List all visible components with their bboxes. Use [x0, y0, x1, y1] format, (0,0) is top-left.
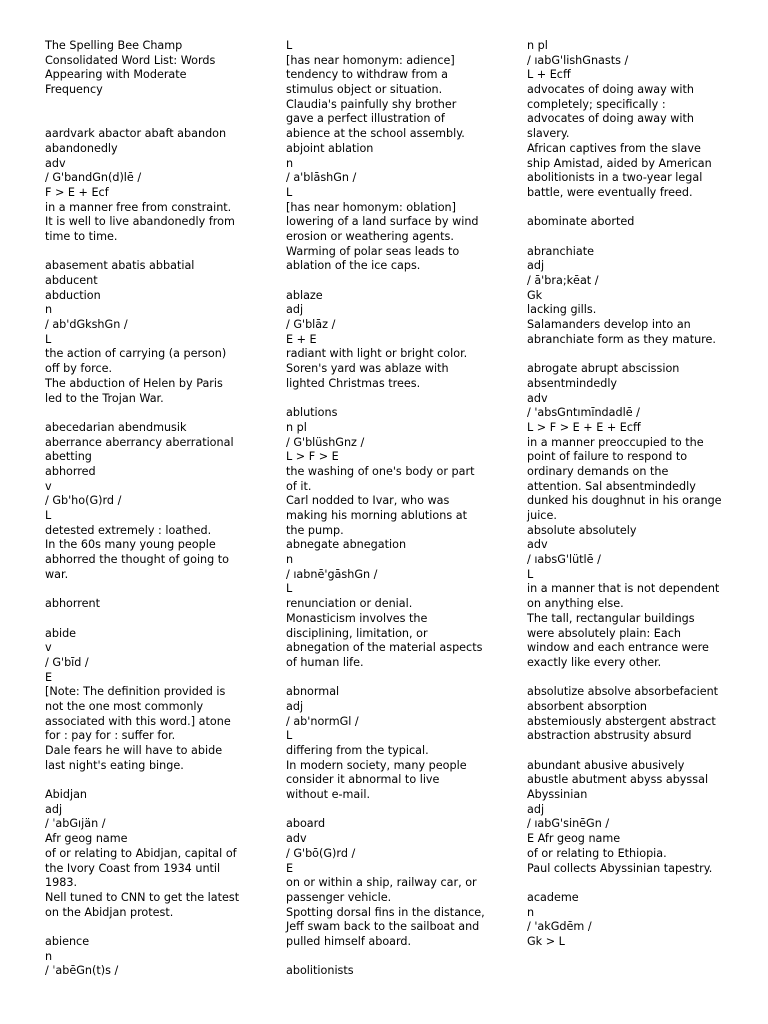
text-line: / ıabsG'lütlē /: [527, 553, 601, 567]
blank-line: [286, 803, 504, 818]
text-line: n: [45, 949, 53, 963]
text-line: / ˈabGıjän /: [45, 817, 106, 831]
text-line: n pl: [527, 39, 548, 52]
text-line: abhorrent: [45, 597, 101, 611]
column-right: [527, 39, 745, 950]
text-line: off by force.: [45, 362, 113, 376]
text-line: led to the Trojan War.: [45, 391, 164, 405]
blank-line: [45, 920, 263, 935]
text-line: adj: [286, 699, 304, 713]
text-line: renunciation or denial.: [286, 597, 413, 611]
text-line: abetting: [45, 450, 92, 464]
text-line: in a manner preoccupied to the: [527, 435, 704, 449]
text-line: aberrance aberrancy aberrational: [45, 435, 234, 449]
blank-line: [45, 612, 263, 627]
text-line: abrogate abrupt abscission: [527, 362, 680, 376]
text-line: adj: [527, 802, 545, 816]
text-line: abience: [45, 934, 90, 948]
text-line: abnegate abnegation: [286, 538, 407, 552]
text-line: Consolidated Word List: Words: [45, 53, 216, 67]
text-line: abranchiate: [527, 244, 594, 258]
text-line: E + E: [286, 332, 317, 346]
blank-line: [286, 274, 504, 289]
text-line: adj: [45, 802, 63, 816]
text-line: ablutions: [286, 406, 338, 420]
text-line: L: [45, 332, 52, 346]
text-line: lighted Christmas trees.: [286, 376, 421, 390]
text-line: In modern society, many people: [286, 758, 467, 772]
text-line: academe: [527, 890, 579, 904]
text-line: not the one most commonly: [45, 699, 204, 713]
text-line: n pl: [286, 420, 307, 434]
text-line: adv: [45, 156, 66, 170]
text-line: abhorred: [45, 464, 96, 478]
text-line: n: [286, 156, 294, 170]
text-line: absolute absolutely: [527, 523, 637, 537]
text-line: in a manner free from constraint.: [45, 200, 232, 214]
text-line: absorbent absorption: [527, 699, 648, 713]
text-line: making his morning ablutions at: [286, 509, 467, 522]
text-line: Dale fears he will have to abide: [45, 744, 223, 757]
text-line: E Afr geog name: [527, 832, 621, 846]
blank-line: [45, 773, 263, 788]
text-line: 1983.: [45, 876, 78, 890]
text-line: L: [286, 39, 293, 52]
text-line: Carl nodded to Ivar, who was: [286, 494, 450, 508]
text-line: / G'bandGn(d)lē /: [45, 171, 142, 185]
blank-line: [527, 347, 745, 362]
text-line: Soren's yard was ablaze with: [286, 362, 449, 376]
text-line: on or within a ship, railway car, or: [286, 876, 477, 890]
text-line: adj: [286, 303, 304, 317]
text-line: The abduction of Helen by Paris: [45, 376, 223, 390]
text-line: on the Abidjan protest.: [45, 905, 174, 919]
text-line: v: [45, 641, 52, 655]
text-line: point of failure to respond to: [527, 450, 688, 464]
text-line: time to time.: [45, 229, 118, 243]
text-line: Salamanders develop into an: [527, 318, 691, 332]
text-line: Paul collects Abyssinian tapestry.: [527, 861, 713, 875]
blank-line: [527, 876, 745, 891]
text-line: adj: [527, 259, 545, 273]
text-line: abience at the school assembly.: [286, 127, 465, 141]
blank-line: [45, 582, 263, 597]
text-line: L > F > E: [286, 450, 339, 464]
text-line: absolutize absolve absorbefacient: [527, 685, 719, 699]
text-line: The Spelling Bee Champ: [45, 39, 183, 52]
text-line: Afr geog name: [45, 832, 128, 846]
text-line: window and each entrance were: [527, 641, 709, 655]
text-line: L > F > E + E + Ecff: [527, 420, 641, 434]
text-line: abandonedly: [45, 141, 118, 155]
text-line: Gk > L: [527, 934, 565, 948]
text-line: consider it abnormal to live: [286, 773, 440, 787]
text-line: L + Ecff: [527, 68, 571, 82]
text-line: aboard: [286, 817, 326, 831]
text-line: abolitionists: [286, 964, 354, 978]
text-line: Spotting dorsal fins in the distance,: [286, 905, 485, 919]
text-line: L: [286, 185, 293, 199]
text-line: differing from the typical.: [286, 744, 429, 757]
text-line: ordinary demands on the: [527, 464, 669, 478]
text-line: aardvark abactor abaft abandon: [45, 127, 227, 141]
text-line: abecedarian abendmusik: [45, 420, 187, 434]
text-line: / ˈabēGn(t)s /: [45, 964, 119, 978]
column-left: [45, 39, 263, 979]
text-line: abranchiate form as they mature.: [527, 332, 716, 346]
text-line: n: [286, 553, 294, 567]
text-line: / 'akGdēm /: [527, 920, 592, 934]
text-line: adv: [527, 391, 548, 405]
text-line: Monasticism involves the: [286, 611, 428, 625]
text-line: / 'absGntımīndadlē /: [527, 406, 640, 420]
text-line: [has near homonym: oblation]: [286, 200, 456, 214]
text-line: / ıabG'sinēGn /: [527, 817, 610, 831]
text-line: abundant abusive abusively: [527, 758, 685, 772]
blank-line: [527, 201, 745, 216]
text-line: of or relating to Ethiopia.: [527, 846, 667, 860]
text-line: dunked his doughnut in his orange: [527, 494, 722, 508]
text-line: absentmindedly: [527, 376, 618, 390]
text-line: abstraction abstrusity absurd: [527, 729, 692, 743]
text-line: Gk: [527, 288, 543, 302]
text-line: abasement abatis abbatial: [45, 259, 195, 273]
text-line: exactly like every other.: [527, 655, 662, 669]
text-line: / G'bīd /: [45, 655, 89, 669]
text-line: for : pay for : suffer for.: [45, 729, 176, 743]
text-line: [has near homonym: adience]: [286, 53, 455, 67]
text-line: Warming of polar seas leads to: [286, 244, 460, 258]
text-line: slavery.: [527, 127, 570, 141]
text-line: the pump.: [286, 523, 344, 537]
text-line: of human life.: [286, 655, 364, 669]
text-line: tendency to withdraw from a: [286, 68, 448, 82]
text-line: / ab'dGkshGn /: [45, 318, 128, 332]
text-line: stimulus object or situation.: [286, 83, 443, 97]
text-line: It is well to live abandonedly from: [45, 215, 235, 229]
text-line: radiant with light or bright color.: [286, 347, 468, 361]
text-line: abduction: [45, 288, 101, 302]
text-line: E: [45, 670, 53, 684]
text-line: abducent: [45, 274, 98, 287]
text-line: associated with this word.] atone: [45, 714, 231, 728]
blank-line: [286, 392, 504, 407]
text-line: ablation of the ice caps.: [286, 259, 421, 273]
text-line: / G'bō(G)rd /: [286, 846, 356, 860]
text-line: of or relating to Abidjan, capital of: [45, 846, 237, 860]
text-line: Appearing with Moderate: [45, 68, 187, 82]
text-line: ablaze: [286, 288, 323, 302]
text-line: attention. Sal absentmindedly: [527, 479, 696, 493]
text-line: Claudia's painfully shy brother: [286, 97, 457, 111]
text-line: of it.: [286, 479, 312, 493]
text-line: F > E + Ecf: [45, 185, 109, 199]
text-line: abnormal: [286, 685, 340, 699]
text-line: adv: [527, 538, 548, 552]
column-middle: [286, 39, 504, 979]
text-line: pulled himself aboard.: [286, 934, 412, 948]
text-line: the action of carrying (a person): [45, 347, 227, 361]
blank-line: [527, 671, 745, 686]
blank-line: [527, 744, 745, 759]
text-line: E: [286, 861, 294, 875]
text-line: / Gb'ho(G)rd /: [45, 494, 122, 508]
text-line: In the 60s many young people: [45, 538, 216, 552]
blank-line: [45, 406, 263, 421]
blank-line: [286, 671, 504, 686]
text-line: completely; specifically :: [527, 97, 666, 111]
text-line: last night's eating binge.: [45, 758, 184, 772]
text-line: advocates of doing away with: [527, 112, 694, 126]
text-line: battle, were eventually freed.: [527, 185, 693, 199]
text-line: n: [527, 905, 535, 919]
text-line: Frequency: [45, 83, 103, 97]
text-line: abide: [45, 626, 77, 640]
text-line: were absolutely plain: Each: [527, 626, 681, 640]
text-line: abominate aborted: [527, 215, 635, 229]
blank-line: [45, 245, 263, 260]
text-line: abustle abutment abyss abyssal: [527, 773, 709, 787]
text-line: without e-mail.: [286, 788, 371, 802]
text-line: passenger vehicle.: [286, 890, 392, 904]
text-line: adv: [286, 832, 307, 846]
text-line: L: [45, 509, 52, 522]
text-line: Abidjan: [45, 788, 88, 802]
text-line: n: [45, 303, 53, 317]
text-line: Nell tuned to CNN to get the latest: [45, 890, 240, 904]
text-line: lacking gills.: [527, 303, 597, 317]
text-line: African captives from the slave: [527, 141, 701, 155]
text-line: ship Amistad, aided by American: [527, 156, 712, 170]
text-line: Abyssinian: [527, 788, 588, 802]
text-line: in a manner that is not dependent: [527, 582, 720, 596]
text-line: lowering of a land surface by wind: [286, 215, 479, 229]
text-line: war.: [45, 567, 69, 581]
text-line: / ab'normGl /: [286, 714, 359, 728]
text-line: gave a perfect illustration of: [286, 112, 445, 126]
text-line: advocates of doing away with: [527, 83, 694, 97]
text-line: L: [286, 729, 293, 743]
text-line: L: [527, 567, 534, 581]
text-line: v: [45, 479, 52, 493]
text-line: / ā'bra;kēat /: [527, 274, 599, 287]
text-line: erosion or weathering agents.: [286, 229, 454, 243]
text-line: abnegation of the material aspects: [286, 641, 483, 655]
text-line: / ıabnē'gāshGn /: [286, 567, 378, 581]
text-line: / G'blüshGnz /: [286, 435, 365, 449]
blank-line: [45, 98, 263, 113]
text-line: abjoint ablation: [286, 141, 374, 155]
text-line: L: [286, 582, 293, 596]
text-line: the washing of one's body or part: [286, 464, 475, 478]
text-line: abolitionists in a two-year legal: [527, 171, 703, 185]
text-line: abhorred the thought of going to: [45, 553, 230, 567]
text-line: the Ivory Coast from 1934 until: [45, 861, 221, 875]
text-line: / G'blāz /: [286, 318, 336, 332]
blank-line: [527, 230, 745, 245]
blank-line: [45, 112, 263, 127]
blank-line: [286, 950, 504, 965]
text-line: detested extremely : loathed.: [45, 523, 212, 537]
text-line: / a'blāshGn /: [286, 171, 357, 185]
text-line: Jeff swam back to the sailboat and: [286, 920, 480, 934]
text-line: disciplining, limitation, or: [286, 626, 428, 640]
text-line: [Note: The definition provided is: [45, 685, 226, 699]
text-line: juice.: [527, 509, 557, 522]
text-line: The tall, rectangular buildings: [527, 611, 695, 625]
text-line: / ıabG'lishGnasts /: [527, 53, 629, 67]
text-line: on anything else.: [527, 597, 624, 611]
text-line: abstemiously abstergent abstract: [527, 714, 716, 728]
